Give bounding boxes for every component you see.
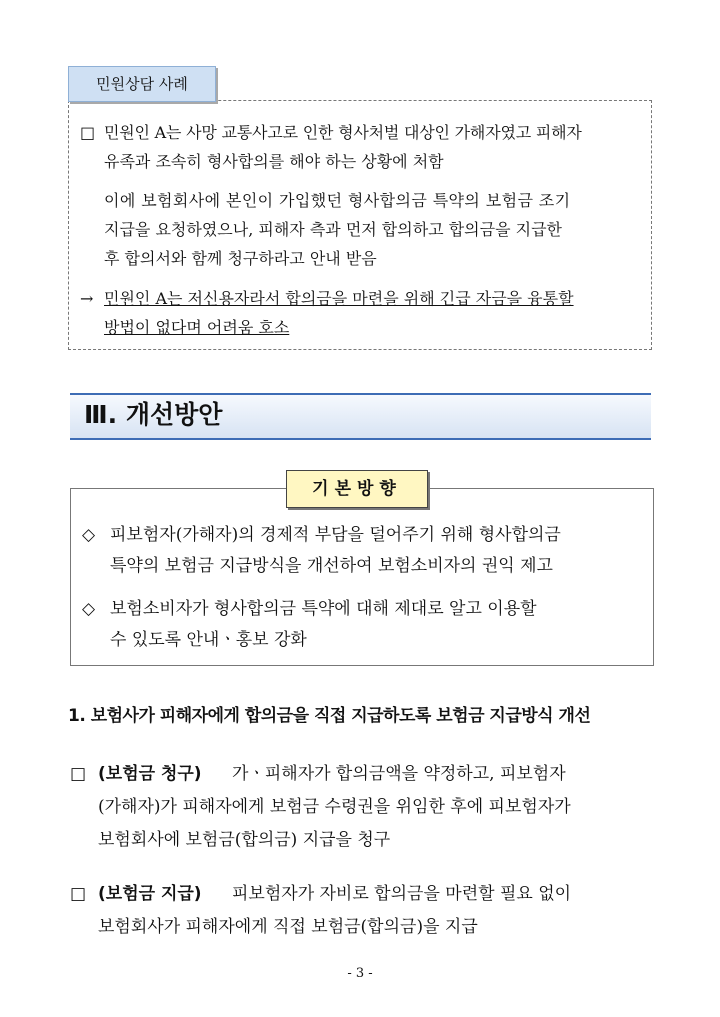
case-line: 후 합의서와 함께 청구하라고 안내 받음 bbox=[104, 249, 377, 268]
page-number: - 3 - bbox=[347, 966, 373, 981]
square-bullet-icon: □ bbox=[70, 884, 87, 904]
body-line: 가ㆍ피해자가 합의금액을 약정하고, 피보험자 bbox=[232, 764, 566, 784]
direction-line: 피보험자(가해자)의 경제적 부담을 덜어주기 위해 형사합의금 bbox=[110, 525, 561, 545]
case-line: 방법이 없다며 어려움 호소 bbox=[104, 318, 290, 337]
case-tag: 민원상담 사례 bbox=[68, 66, 216, 102]
square-bullet-icon: □ bbox=[70, 764, 87, 784]
case-line: 민원인 A는 저신용자라서 합의금을 마련을 위해 긴급 자금을 융통할 bbox=[104, 289, 574, 308]
direction-line: 특약의 보험금 지급방식을 개선하여 보험소비자의 권익 제고 bbox=[110, 556, 553, 576]
body-line: 보험회사가 피해자에게 직접 보험금(합의금)을 지급 bbox=[98, 917, 478, 937]
direction-line: 수 있도록 안내ㆍ홍보 강화 bbox=[110, 630, 307, 650]
body-line: (가해자)가 피해자에게 보험금 수령권을 위임한 후에 피보험자가 bbox=[98, 797, 571, 817]
diamond-bullet-icon: ◇ bbox=[82, 525, 96, 545]
direction-tag: 기본방향 bbox=[286, 470, 428, 508]
square-bullet-icon: □ bbox=[80, 123, 96, 142]
subsection-heading: 1. 보험사가 피해자에게 합의금을 직접 지급하도록 보험금 지급방식 개선 bbox=[68, 706, 591, 726]
bullet-label: (보험금 지급) bbox=[98, 884, 202, 904]
body-line: 보험회사에 보험금(합의금) 지급을 청구 bbox=[98, 830, 391, 850]
body-line: 피보험자가 자비로 합의금을 마련할 필요 없이 bbox=[232, 884, 572, 904]
case-line: 이에 보험회사에 본인이 가입했던 형사합의금 특약의 보험금 조기 bbox=[104, 191, 571, 210]
case-line: 유족과 조속히 형사합의를 해야 하는 상황에 처함 bbox=[104, 152, 444, 171]
arrow-icon: → bbox=[80, 289, 94, 308]
direction-line: 보험소비자가 형사합의금 특약에 대해 제대로 알고 이용할 bbox=[110, 599, 537, 619]
case-line: 지급을 요청하였으나, 피해자 측과 먼저 합의하고 합의금을 지급한 bbox=[104, 220, 563, 239]
section-title: Ⅲ. 개선방안 bbox=[84, 400, 223, 429]
case-line: 민원인 A는 사망 교통사고로 인한 형사처벌 대상인 가해자였고 피해자 bbox=[104, 123, 582, 142]
diamond-bullet-icon: ◇ bbox=[82, 599, 96, 619]
bullet-label: (보험금 청구) bbox=[98, 764, 202, 784]
